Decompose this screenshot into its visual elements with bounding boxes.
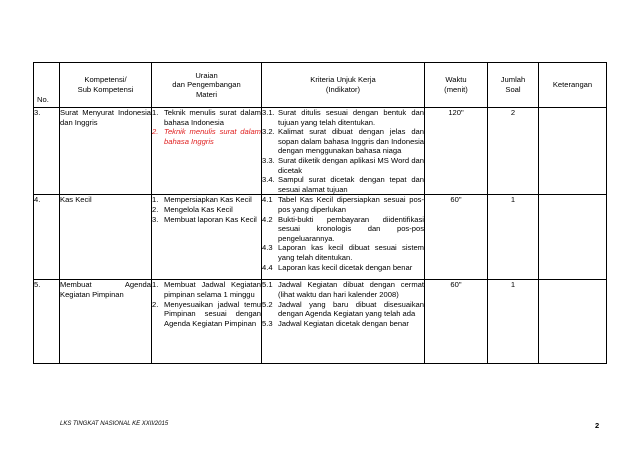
row-jumlah: 1 [488,280,539,364]
row-uraian [152,280,262,364]
row-jumlah: 1 [488,195,539,280]
list-item: 3. Membuat laporan Kas Kecil [152,214,257,224]
list-item: 5.2 Jadwal yang baru dibuat disesuaikan dengan Agenda Kegiatan yang telah ada [262,299,424,319]
list-item: 4.2 Bukti-bukti pembayaran diidentifikasi sesuai kronologis dan pos-pos pengeluarannya. [262,214,424,243]
list-item: 1. Mempersiapkan Kas Kecil [152,195,252,205]
row-number: 5. [34,280,60,364]
row-waktu: 60" [425,280,488,364]
list-item: 4.3 Laporan kas kecil dibuat sesuai sistem yang telah ditentukan. [262,243,424,262]
row-number: 3. [34,108,60,195]
list-item: 4.4 Laporan kas kecil dicetak dengan benar [262,262,413,272]
header-waktu: Waktu (menit) [425,63,488,108]
row-uraian [152,195,262,280]
row-jumlah: 2 [488,108,539,195]
list-item: 3.1. Surat ditulis sesuai dengan bentuk dan tujuan yang telah ditentukan. [262,108,424,127]
list-item: 4.1 Tabel Kas Kecil dipersiapkan sesuai pos-pos yang diperlukan [262,195,424,214]
list-item: 5.1 Jadwal Kegiatan dibuat dengan cermat (lihat waktu dan hari kalender 2008) [262,280,424,299]
list-item: 3.4. Sampul surat dicetak dengan tepat dan sesuai alamat tujuan [262,175,424,194]
list-item: 2. Menyesuaikan jadwal temu Pimpinan sesuai dengan Agenda Kegiatan Pimpinan [152,299,261,328]
row-waktu: 120" [425,108,488,195]
row-number: 4. [34,195,60,280]
row-kompetensi: Surat Menyurat Indonesia dan Inggris [60,108,152,195]
row-keterangan [539,108,607,195]
list-item: 3.2. Kalimat surat dibuat dengan jelas dan sopan dalam bahasa Inggris dan Indonesia dengan menggunakan bahasa niaga [262,127,424,156]
row-keterangan [539,195,607,280]
list-item: 1. Teknik menulis surat dalam bahasa Indonesia [152,108,261,127]
header-keterangan: Keterangan [539,63,607,108]
row-kriteria [262,108,425,195]
list-item: 2. Mengelola Kas Kecil [152,204,233,214]
row-kriteria [262,195,425,280]
list-item: 1. Membuat Jadwal Kegiatan pimpinan selama 1 minggu [152,280,261,299]
table-row [34,280,607,364]
header-no: No. [34,63,60,108]
footer-document-label: LKS TINGKAT NASIONAL KE XXII/2015 [60,421,169,427]
page-number: 2 [595,421,600,430]
header-kriteria: Kriteria Unjuk Kerja (Indikator) [262,63,425,108]
header-jumlah: Jumlah Soal [488,63,539,108]
list-item: 3.3. Surat diketik dengan aplikasi MS Word dan dicetak [262,155,424,175]
row-kriteria [262,280,425,364]
list-item: 5.3 Jadwal Kegiatan dicetak dengan benar [262,318,409,328]
row-kompetensi: Kas Kecil [60,195,152,280]
header-uraian: Uraian dan Pengembangan Materi [152,63,262,108]
header-row [34,63,607,108]
row-uraian [152,108,262,195]
row-kompetensi: Membuat Agenda Kegiatan Pimpinan [60,280,152,364]
header-kompetensi: Kompetensi/ Sub Kompetensi [60,63,152,108]
competency-table [33,62,607,364]
row-keterangan [539,280,607,364]
row-waktu: 60" [425,195,488,280]
table-row [34,195,607,280]
table-row [34,108,607,195]
list-item: 2. Teknik menulis surat dalam bahasa Inggris [152,127,261,146]
